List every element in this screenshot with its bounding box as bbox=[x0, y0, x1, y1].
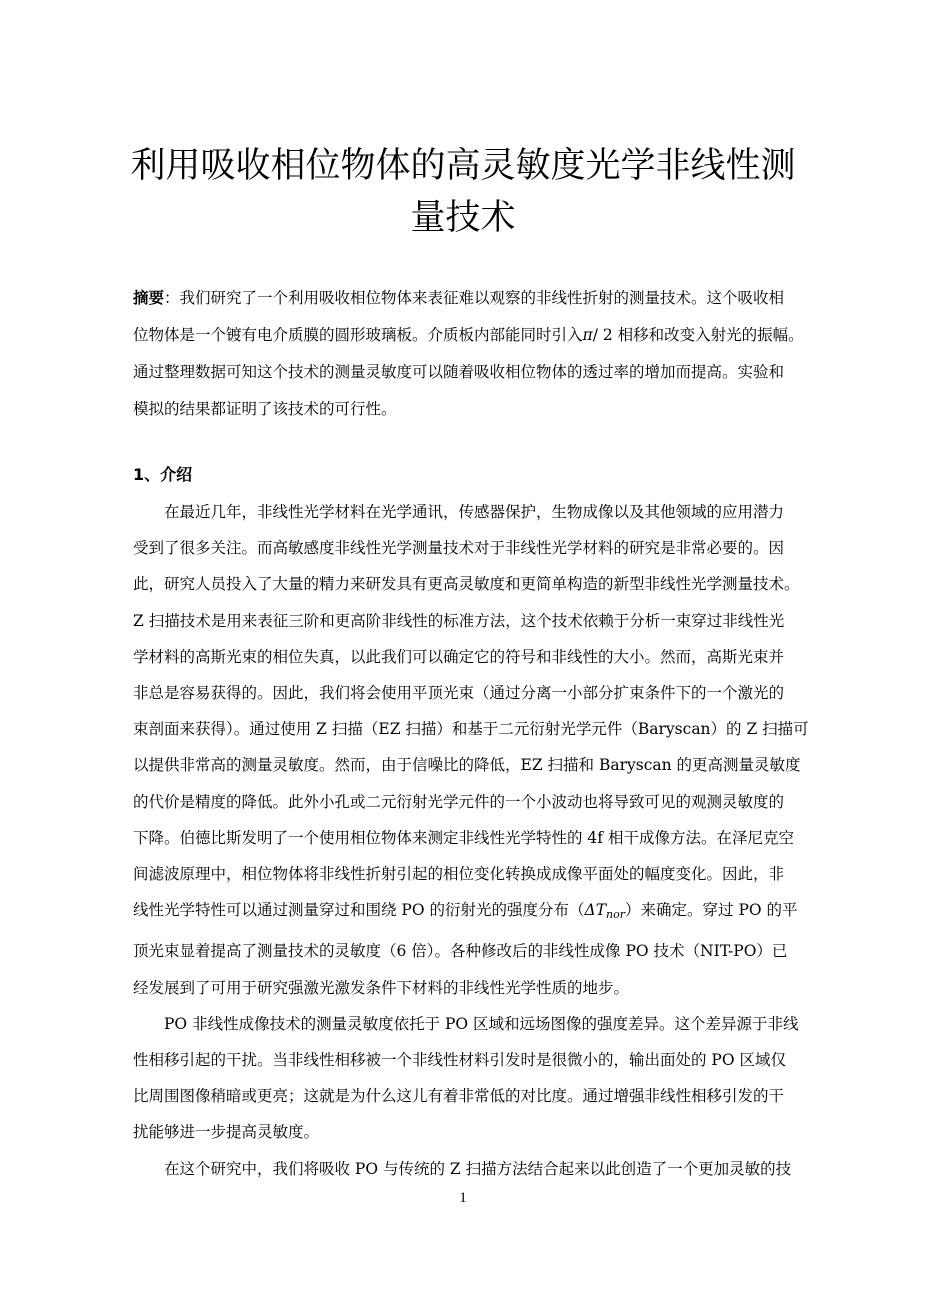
abstract-label: 摘要 bbox=[133, 289, 165, 307]
paragraph-1-line: 受到了很多关注。而高敏感度非线性光学测量技术对于非线性光学材料的研究是非常必要的。因 bbox=[133, 539, 785, 558]
paragraph-2-line: PO 非线性成像技术的测量灵敏度依托于 PO 区域和远场图像的强度差异。这个差异源于非线 bbox=[164, 1014, 799, 1033]
paragraph-1-line: 在最近几年，非线性光学材料在光学通讯，传感器保护，生物成像以及其他领域的应用潜力 bbox=[164, 503, 785, 521]
introduction-body bbox=[133, 494, 823, 1187]
paragraph-3-line: 在这个研究中，我们将吸收 PO 与传统的 Z 扫描方法结合起来以此创造了一个更加灵敏的技 bbox=[164, 1159, 792, 1178]
paragraph-2-line: 性相移引起的干扰。当非线性相移被一个非线性材料引发时是很微小的，输出面处的 PO 区域仅 bbox=[133, 1051, 786, 1070]
paragraph-1-line: 经发展到了可用于研究强激光激发条件下材料的非线性光学性质的地步。 bbox=[133, 978, 630, 997]
delta-t-subscript: nor bbox=[606, 908, 626, 922]
delta-t-symbol: ΔT bbox=[584, 901, 607, 920]
paragraph-2-line: 比周围图像稍暗或更亮；这就是为什么这儿有着非常低的对比度。通过增强非线性相移引发的干 bbox=[133, 1087, 785, 1106]
paragraph-2-line: 扰能够进一步提高灵敏度。 bbox=[133, 1123, 320, 1142]
paper-title bbox=[100, 140, 826, 244]
formula-prefix: 线性光学特性可以通过测量穿过和围绕 PO 的衍射光的强度分布（ bbox=[133, 901, 585, 920]
paragraph-1-line: 非总是容易获得的。因此，我们将会使用平顶光束（通过分离一小部分扩束条件下的一个激光的 bbox=[133, 684, 785, 703]
title-line-2: 量技术 bbox=[410, 198, 516, 238]
abstract-line-4: 模拟的结果都证明了该技术的可行性。 bbox=[133, 400, 397, 418]
title-line-1: 利用吸收相位物体的高灵敏度光学非线性测 bbox=[130, 146, 796, 186]
paragraph-1-line: 的代价是精度的降低。此外小孔或二元衍射光学元件的一个小波动也将导致可见的观测灵敏度的 bbox=[133, 792, 785, 811]
paragraph-1-line: 此，研究人员投入了大量的精力来研发具有更高灵敏度和更简单构造的新型非线性光学测量技术。 bbox=[133, 575, 800, 594]
paragraph-1-line: 间滤波原理中，相位物体将非线性折射引起的相位变化转换成成像平面处的幅度变化。因此，非 bbox=[133, 865, 785, 884]
paragraph-1-line: 以提供非常高的测量灵敏度。然而，由于信噪比的降低，EZ 扫描和 Baryscan 的更高测量灵敏度 bbox=[133, 756, 801, 775]
formula-suffix: ）来确定。穿过 PO 的平 bbox=[625, 901, 798, 920]
paragraph-1-line-with-formula bbox=[133, 892, 823, 933]
abstract-line-3: 通过整理数据可知这个技术的测量灵敏度可以随着吸收相位物体的透过率的增加而提高。实验和 bbox=[133, 363, 785, 381]
paragraph-1-line: 下降。伯德比斯发明了一个使用相位物体来测定非线性光学特性的 4f 相干成像方法。在泽尼克空 bbox=[133, 828, 794, 847]
abstract-text-2b: / 2 相移和改变入射光的振幅。 bbox=[592, 326, 804, 344]
paragraph-1-line: Z 扫描技术是用来表征三阶和更高阶非线性的标准方法，这个技术依赖于分析一束穿过非线性光 bbox=[133, 611, 785, 630]
section-heading-introduction: 1、介绍 bbox=[133, 465, 193, 484]
pi-symbol: π bbox=[582, 326, 593, 344]
abstract-line-2 bbox=[133, 317, 823, 354]
abstract-text-1: ：我们研究了一个利用吸收相位物体来表征难以观察的非线性折射的测量技术。这个吸收相 bbox=[164, 289, 785, 307]
abstract bbox=[133, 280, 823, 428]
paragraph-1-line: 学材料的高斯光束的相位失真，以此我们可以确定它的符号和非线性的大小。然而，高斯光束并 bbox=[133, 647, 785, 666]
abstract-line-1 bbox=[133, 280, 823, 317]
abstract-text-2a: 位物体是一个镀有电介质膜的圆形玻璃板。介质板内部能同时引入 bbox=[133, 326, 583, 344]
paragraph-1-line: 束剖面来获得）。通过使用 Z 扫描（EZ 扫描）和基于二元衍射光学元件（Baryscan）的 Z 扫描可 bbox=[133, 720, 809, 739]
page-number: 1 bbox=[459, 1190, 467, 1206]
paragraph-1-line: 顶光束显着提高了测量技术的灵敏度（6 倍）。各种修改后的非线性成像 PO 技术（NIT-PO）已 bbox=[133, 942, 788, 961]
